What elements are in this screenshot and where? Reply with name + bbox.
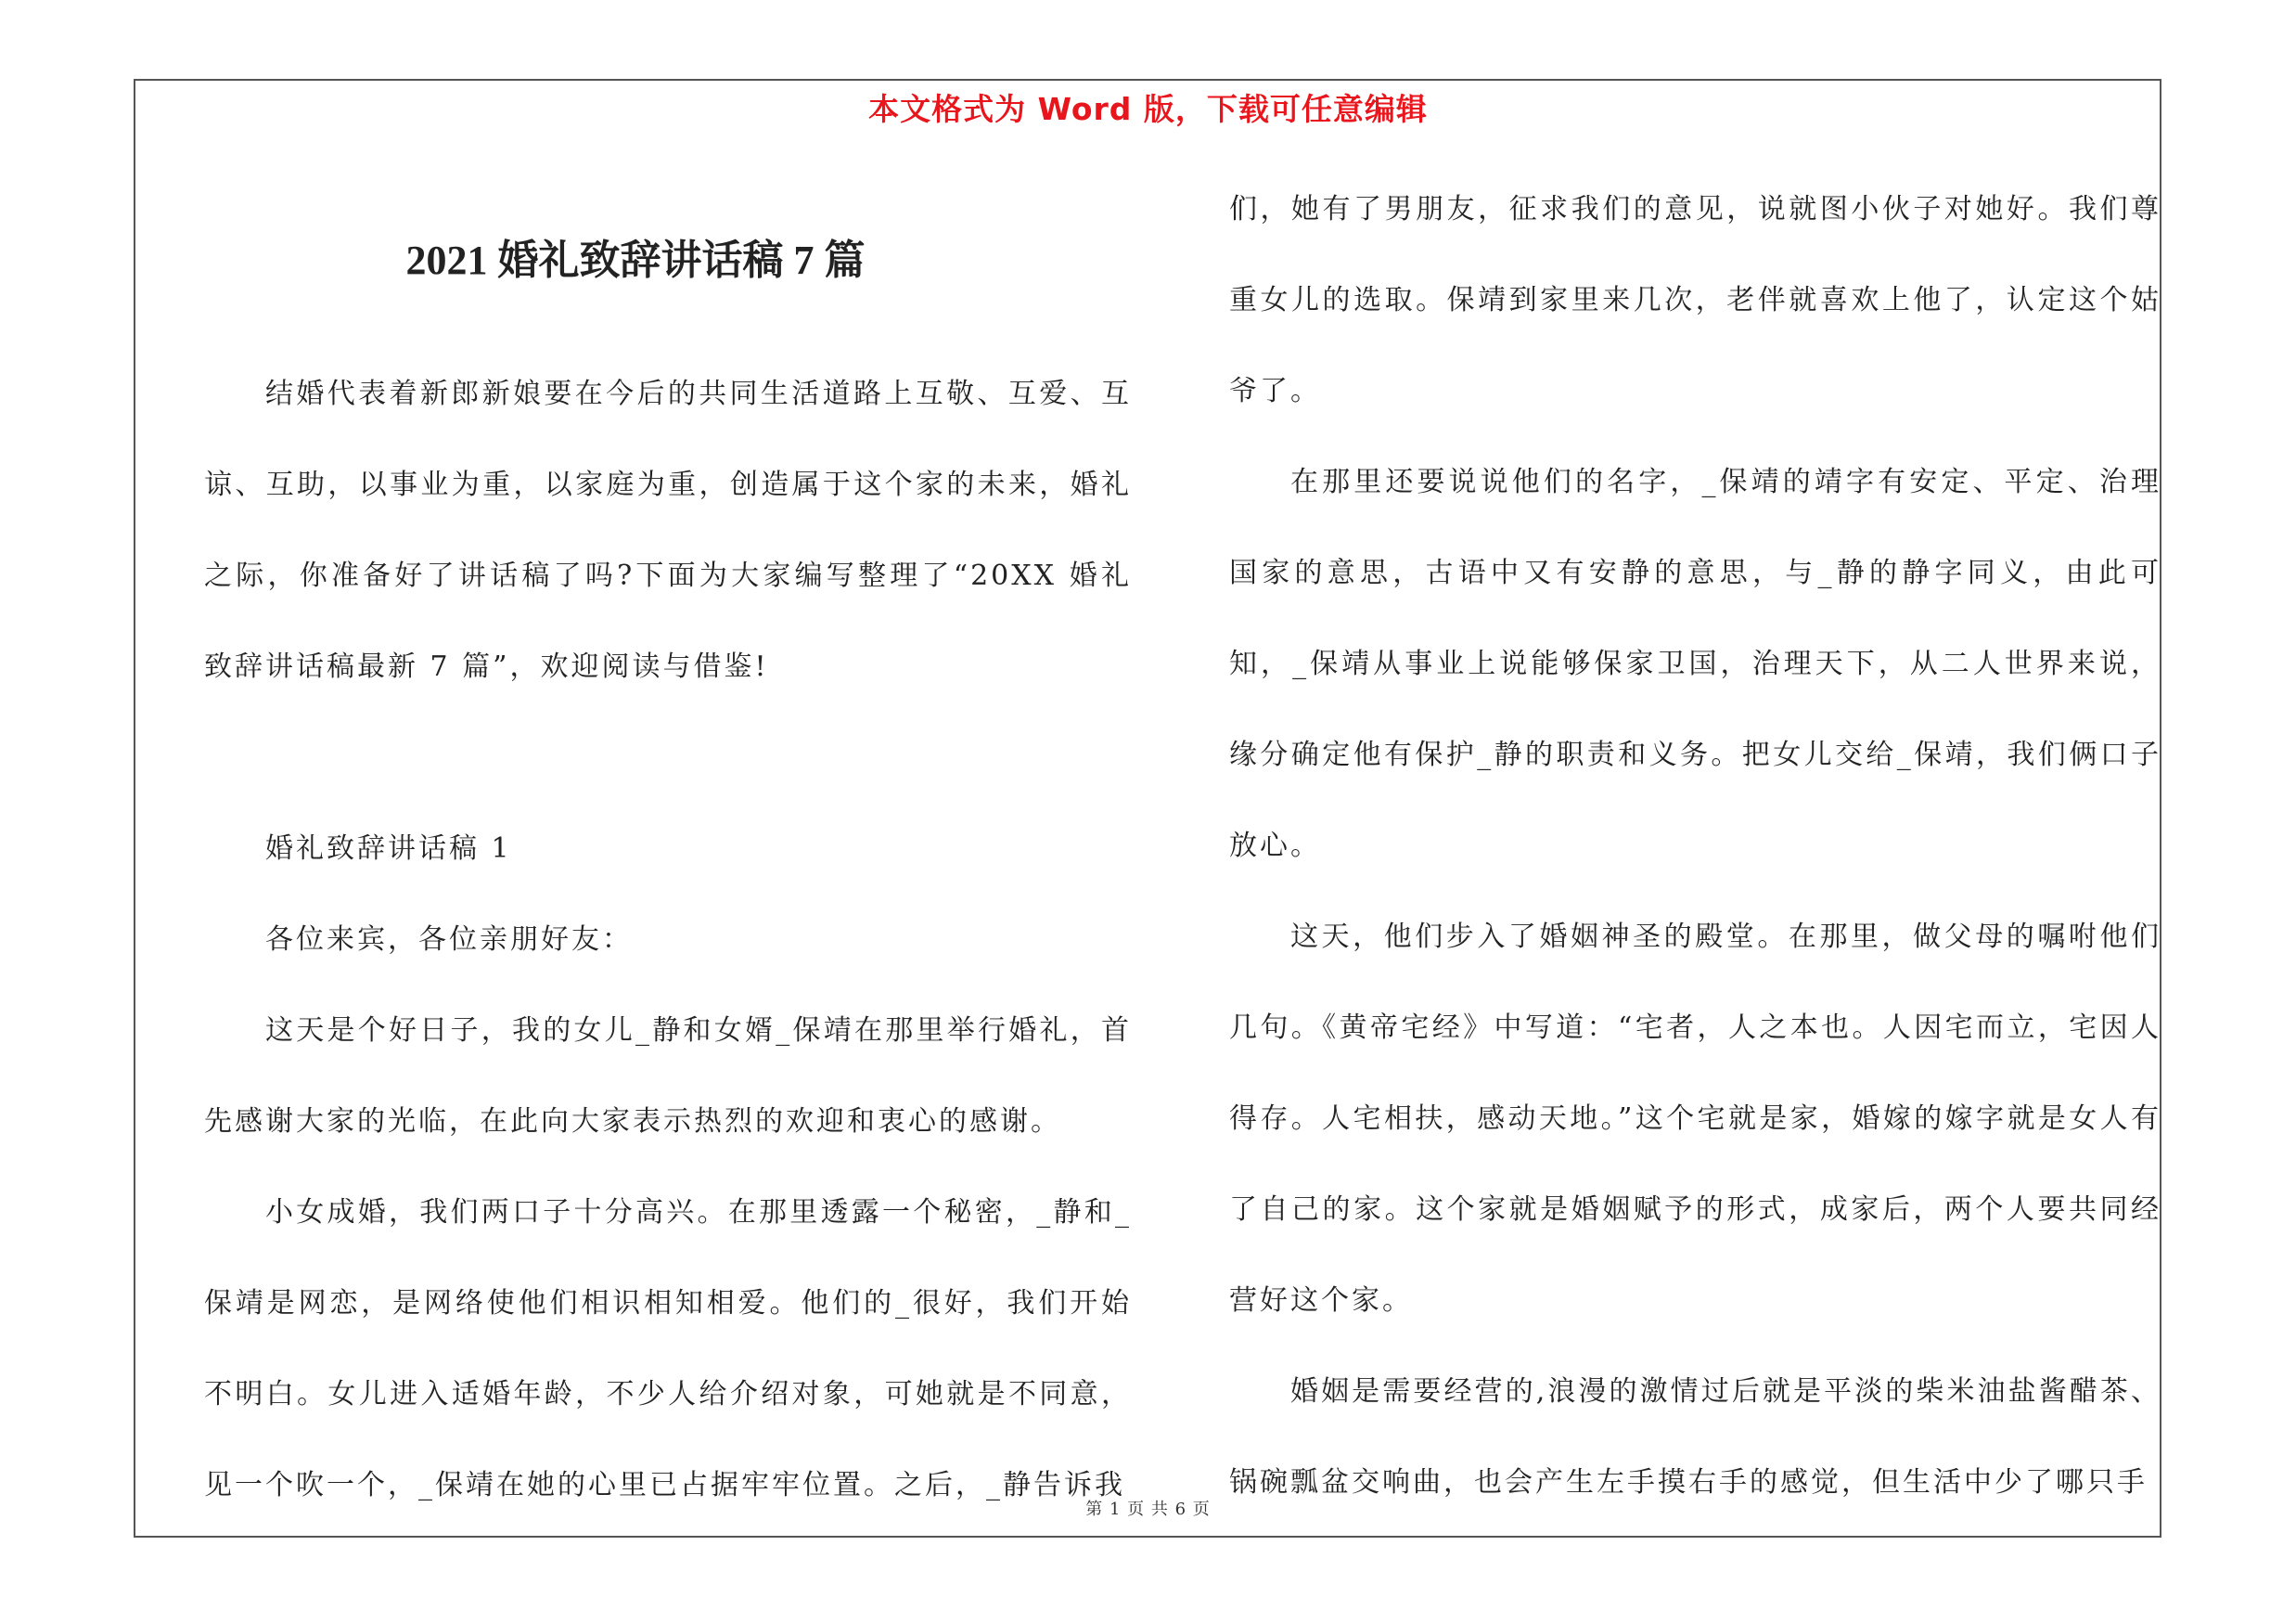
document-title: 2021 婚礼致辞讲话稿 7 篇 [405,238,866,283]
intro-paragraph: 结婚代表着新郎新娘要在今后的共同生活道路上互敬、互爱、互谅、互助，以事业为重，以家庭为重，创造属于这个家的未来，婚礼之际，你准备好了讲话稿了吗?下面为大家编写整理了“20XX 婚礼致辞讲话稿最新 7 篇”，欢迎阅读与借鉴! [204,378,1132,683]
editable-banner: 本文格式为 Word 版，下载可任意编辑 [868,91,1428,127]
page-footer: 第 1 页 共 6 页 [1085,1500,1211,1519]
left-column [204,186,1132,1531]
body-paragraph-2: 小女成婚，我们两口子十分高兴。在那里透露一个秘密，_静和_保靖是网恋，是网络使他们相识相知相爱。他们的_很好，我们开始不明白。女儿进入适婚年龄，不少人给介绍对象，可她就是不同意，见一个吹一个，_保靖在她的心里已占据牢牢位置。之后，_静告诉我 [204,1196,1132,1501]
body-paragraph-2-continued: 们，她有了男朋友，征求我们的意见，说就图小伙子对她好。我们尊重女儿的选取。保靖到家里来几次，老伴就喜欢上他了，认定这个姑爷了。 [1229,193,2161,407]
body-paragraph-5: 婚姻是需要经营的,浪漫的激情过后就是平淡的柴米油盐酱醋茶、锅碗瓢盆交响曲，也会产生左手摸右手的感觉，但生活中少了哪只手 [1229,1375,2161,1499]
spacer [204,713,1132,804]
right-column [1229,164,2161,1528]
section-heading: 婚礼致辞讲话稿 1 [265,832,512,865]
greeting-paragraph: 各位来宾，各位亲朋好友： [265,923,633,956]
body-paragraph-3: 在那里还要说说他们的名字，_保靖的靖字有安定、平定、治理国家的意思，古语中又有安静的意思，与_静的静字同义，由此可知，_保靖从事业上说能够保家卫国，治理天下，从二人世界来说，缘分确定他有保护_静的职责和义务。把女儿交给_保靖，我们俩口子放心。 [1229,466,2161,862]
body-paragraph-4: 这天，他们步入了婚姻神圣的殿堂。在那里，做父母的嘱咐他们几句。《黄帝宅经》中写道：“宅者，人之本也。人因宅而立，宅因人得存。人宅相扶，感动天地。”这个宅就是家，婚嫁的嫁字就是女人有了自己的家。这个家就是婚姻赋予的形式，成家后，两个人要共同经营好这个家。 [1229,921,2161,1317]
body-paragraph-1: 这天是个好日子，我的女儿_静和女婿_保靖在那里举行婚礼，首先感谢大家的光临，在此向大家表示热烈的欢迎和衷心的感谢。 [204,1014,1132,1138]
